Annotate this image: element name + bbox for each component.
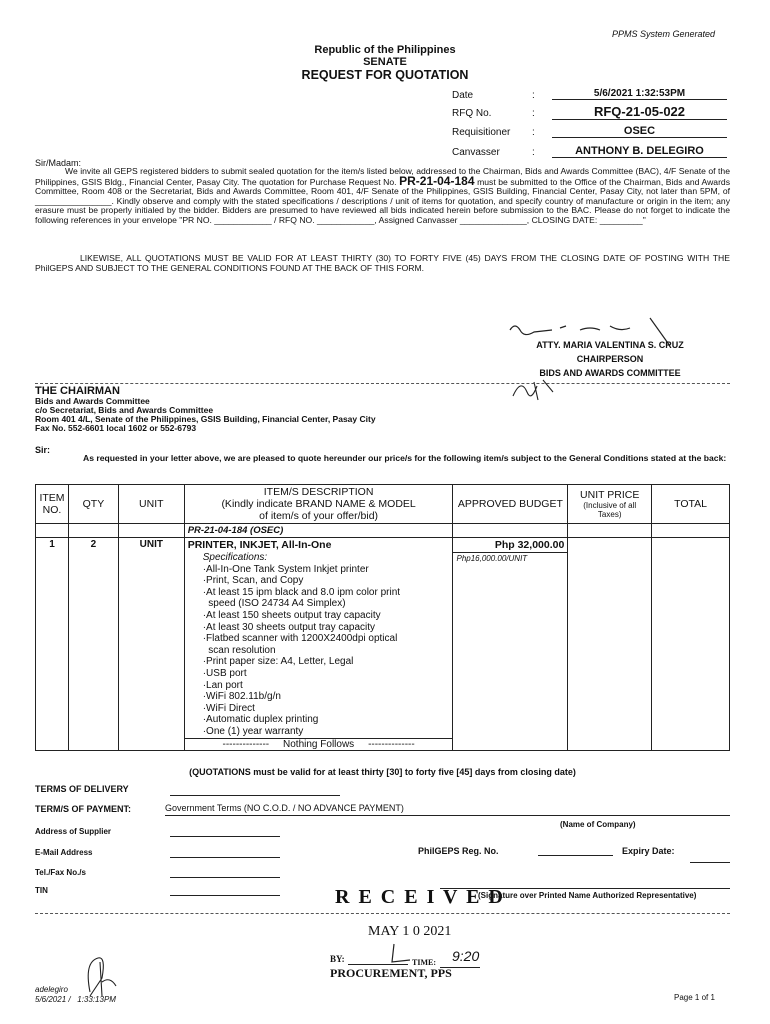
rfq-value: RFQ-21-05-022 <box>552 104 727 120</box>
salutation: Sir/Madam: <box>35 158 82 168</box>
delivery-line <box>170 795 340 796</box>
signature-label: (Signature over Printed Name Authorized Representative) <box>478 891 697 900</box>
delivery-label: TERMS OF DELIVERY <box>35 784 129 794</box>
spec-item: ·Print, Scan, and Copy <box>202 575 304 587</box>
tin-line <box>170 895 280 896</box>
requisitioner-value: OSEC <box>552 125 727 138</box>
stamp-by-label: BY: <box>330 954 345 964</box>
divider <box>35 383 730 384</box>
senate-line: SENATE <box>363 56 407 68</box>
spec-item: ·All-In-One Tank System Inkjet printer <box>202 563 369 575</box>
spec-item: ·Automatic duplex printing <box>202 714 319 726</box>
letter-paragraph <box>35 167 730 226</box>
footer-timestamp: 5/6/2021 / 1:33:13PM <box>35 995 116 1004</box>
addressee-line: Fax No. 552-6601 local 1602 or 552-6793 <box>35 423 197 433</box>
stamp-date: MAY 1 0 2021 <box>368 924 452 939</box>
addressee-line: Room 401 4/L, Senate of the Philippines, GSIS Building, Financial Center, Pasay City <box>35 414 376 424</box>
colon: : <box>532 147 535 158</box>
col-unit-price-note: (Inclusive of all Taxes) <box>583 501 637 519</box>
signatory-title: CHAIRPERSON <box>576 354 644 364</box>
col-total: TOTAL <box>652 485 730 524</box>
spec-title: Specifications: <box>202 552 268 563</box>
item-no: 1 <box>36 538 69 751</box>
col-description-line: ITEM/S DESCRIPTION <box>263 486 374 498</box>
col-description-line: (Kindly indicate BRAND NAME & MODEL <box>221 498 416 510</box>
spec-item: ·At least 150 sheets output tray capacity <box>202 609 381 621</box>
initial-mark <box>508 374 568 404</box>
page-number: Page 1 of 1 <box>674 993 715 1002</box>
footer-user: adelegiro <box>35 985 68 994</box>
col-item: ITEM NO. <box>36 485 69 524</box>
payment-label: TERM/S OF PAYMENT: <box>35 804 132 814</box>
pr-ref-row <box>36 524 730 538</box>
budget-per-unit: Php16,000.00/UNIT <box>456 554 528 563</box>
table-header-row <box>36 485 730 524</box>
unit-price-cell <box>568 538 652 751</box>
canvasser-label: Canvasser <box>452 147 500 158</box>
budget-total: Php 32,000.00 <box>453 538 567 553</box>
pr-reference: PR-21-04-184 (OSEC) <box>184 524 453 538</box>
date-value: 5/6/2021 1:32:53PM <box>552 88 727 100</box>
colon: : <box>532 108 535 119</box>
requisitioner-label: Requisitioner <box>452 127 511 138</box>
tel-line <box>170 877 280 878</box>
letter-body: must be submitted to the Office of the Chairman, Bids and Awards Committee, Room 408 or the Secretariat, Bids and Awards Committee, Room 401, 4/F Senate of the Philippines, GSIS Building, Financial Center, Pasay City, not later than 5PM, of ________________. Kindly observe and comply with the stated specifications / descriptions / unit of items for quotation, and specify country of manufacture or origin in the item; any erasure must be properly initialed by the bidder. Bidders are presumed to have reviewed all bids indicated herein before submission to the BAC. Please do not forget to indicate the following references in your envelope "PR NO. ____________ / RFQ NO. ____________, Assigned Canvasser ______________, CLOSING DATE: _________" <box>35 176 731 225</box>
philgeps-label: PhilGEPS Reg. No. <box>418 846 499 856</box>
company-label: (Name of Company) <box>560 820 636 829</box>
addressee-line: c/o Secretariat, Bids and Awards Committee <box>35 405 214 415</box>
letter-intro: We invite all GEPS registered bidders to submit sealed quotation for the item/s listed below, addressed to the Chairman, Bids and Awards Committee (BAC), 4/F Senate of the Philippines, GSIS Bldg., Financial Center, Pasay City. The quotation for Purchase Request No. <box>35 166 730 187</box>
spec-item: ·WiFi Direct <box>202 702 255 714</box>
philgeps-line <box>538 855 613 856</box>
item-name: PRINTER, INKJET, All-In-One <box>187 539 332 551</box>
spec-item: ·At least 15 ipm black and 8.0 ipm color print <box>202 586 401 598</box>
spec-item: speed (ISO 24734 A4 Simplex) <box>202 598 346 610</box>
reply-text: As requested in your letter above, we are pleased to quote hereunder our price/s for the following item/s subject to the General Conditions stated at the back: <box>83 453 727 463</box>
col-qty: QTY <box>68 485 118 524</box>
expiry-label: Expiry Date: <box>622 846 675 856</box>
tel-label: Tel./Fax No./s <box>35 868 86 877</box>
stamp-department: PROCUREMENT, PPS <box>330 966 452 980</box>
payment-line <box>165 815 730 816</box>
spec-item: ·WiFi 802.11b/g/n <box>202 691 281 703</box>
page-title: REQUEST FOR QUOTATION <box>301 68 469 82</box>
spec-item: ·At least 30 sheets output tray capacity <box>202 621 376 633</box>
signatory-name: ATTY. MARIA VALENTINA S. CRUZ <box>536 340 684 350</box>
rfq-label: RFQ No. <box>452 108 492 119</box>
col-unit: UNIT <box>118 485 184 524</box>
addressee-line: Bids and Awards Committee <box>35 396 150 406</box>
items-table <box>35 484 730 751</box>
spec-item: ·Lan port <box>202 679 243 691</box>
signatory-committee: BIDS AND AWARDS COMMITTEE <box>539 368 681 378</box>
col-description-line: of item/s of your offer/bid) <box>259 510 379 522</box>
stamp-time-value: 9:20 <box>452 948 480 964</box>
item-description <box>184 538 453 751</box>
email-line <box>170 857 280 858</box>
item-unit: UNIT <box>118 538 184 751</box>
system-generated-note: PPMS System Generated <box>612 29 716 39</box>
spec-item: ·Print paper size: A4, Letter, Legal <box>202 656 354 668</box>
spec-list <box>185 564 453 738</box>
canvasser-value: ANTHONY B. DELEGIRO <box>552 145 727 158</box>
reply-salutation: Sir: <box>35 445 51 455</box>
spec-item: ·Flatbed scanner with 1200X2400dpi optical <box>202 633 398 645</box>
spec-item: ·USB port <box>202 667 247 679</box>
validity-paragraph: LIKEWISE, ALL QUOTATIONS MUST BE VALID FOR AT LEAST THIRTY (30) TO FORTY FIVE (45) DAYS FROM THE CLOSING DATE OF POSTING WITH THE PhilGEPS AND SUBJECT TO THE GENERAL CONDITIONS FOUND AT THE BACK OF THIS FORM. <box>35 253 730 273</box>
payment-value: Government Terms (NO C.O.D. / NO ADVANCE PAYMENT) <box>165 803 404 813</box>
nothing-follows: -------------- Nothing Follows -------------- <box>185 738 453 750</box>
stamp-time-label: TIME: <box>412 958 436 967</box>
colon: : <box>532 127 535 138</box>
col-unit-price <box>568 485 652 524</box>
total-cell <box>652 538 730 751</box>
pr-number: PR-21-04-184 <box>399 173 475 188</box>
expiry-line <box>690 862 730 863</box>
col-unit-price-label: UNIT PRICE <box>580 489 640 501</box>
item-qty: 2 <box>68 538 118 751</box>
validity-note: (QUOTATIONS must be valid for at least thirty [30] to forty five [45] days from closing date) <box>189 767 576 777</box>
table-row <box>36 538 730 751</box>
email-label: E-Mail Address <box>35 848 93 857</box>
address-label: Address of Supplier <box>35 827 112 836</box>
colon: : <box>532 90 535 101</box>
addressee-title: THE CHAIRMAN <box>35 385 120 397</box>
republic-line: Republic of the Philippines <box>314 44 456 56</box>
spec-item: ·One (1) year warranty <box>202 725 304 737</box>
divider <box>35 913 730 914</box>
tin-label: TIN <box>35 886 48 895</box>
address-line <box>170 836 280 837</box>
spec-item: scan resolution <box>202 644 276 656</box>
col-description <box>184 485 453 524</box>
date-label: Date <box>452 90 474 101</box>
col-budget: APPROVED BUDGET <box>453 485 568 524</box>
item-budget <box>453 538 568 751</box>
received-stamp: R E C E I V E D <box>335 886 505 908</box>
